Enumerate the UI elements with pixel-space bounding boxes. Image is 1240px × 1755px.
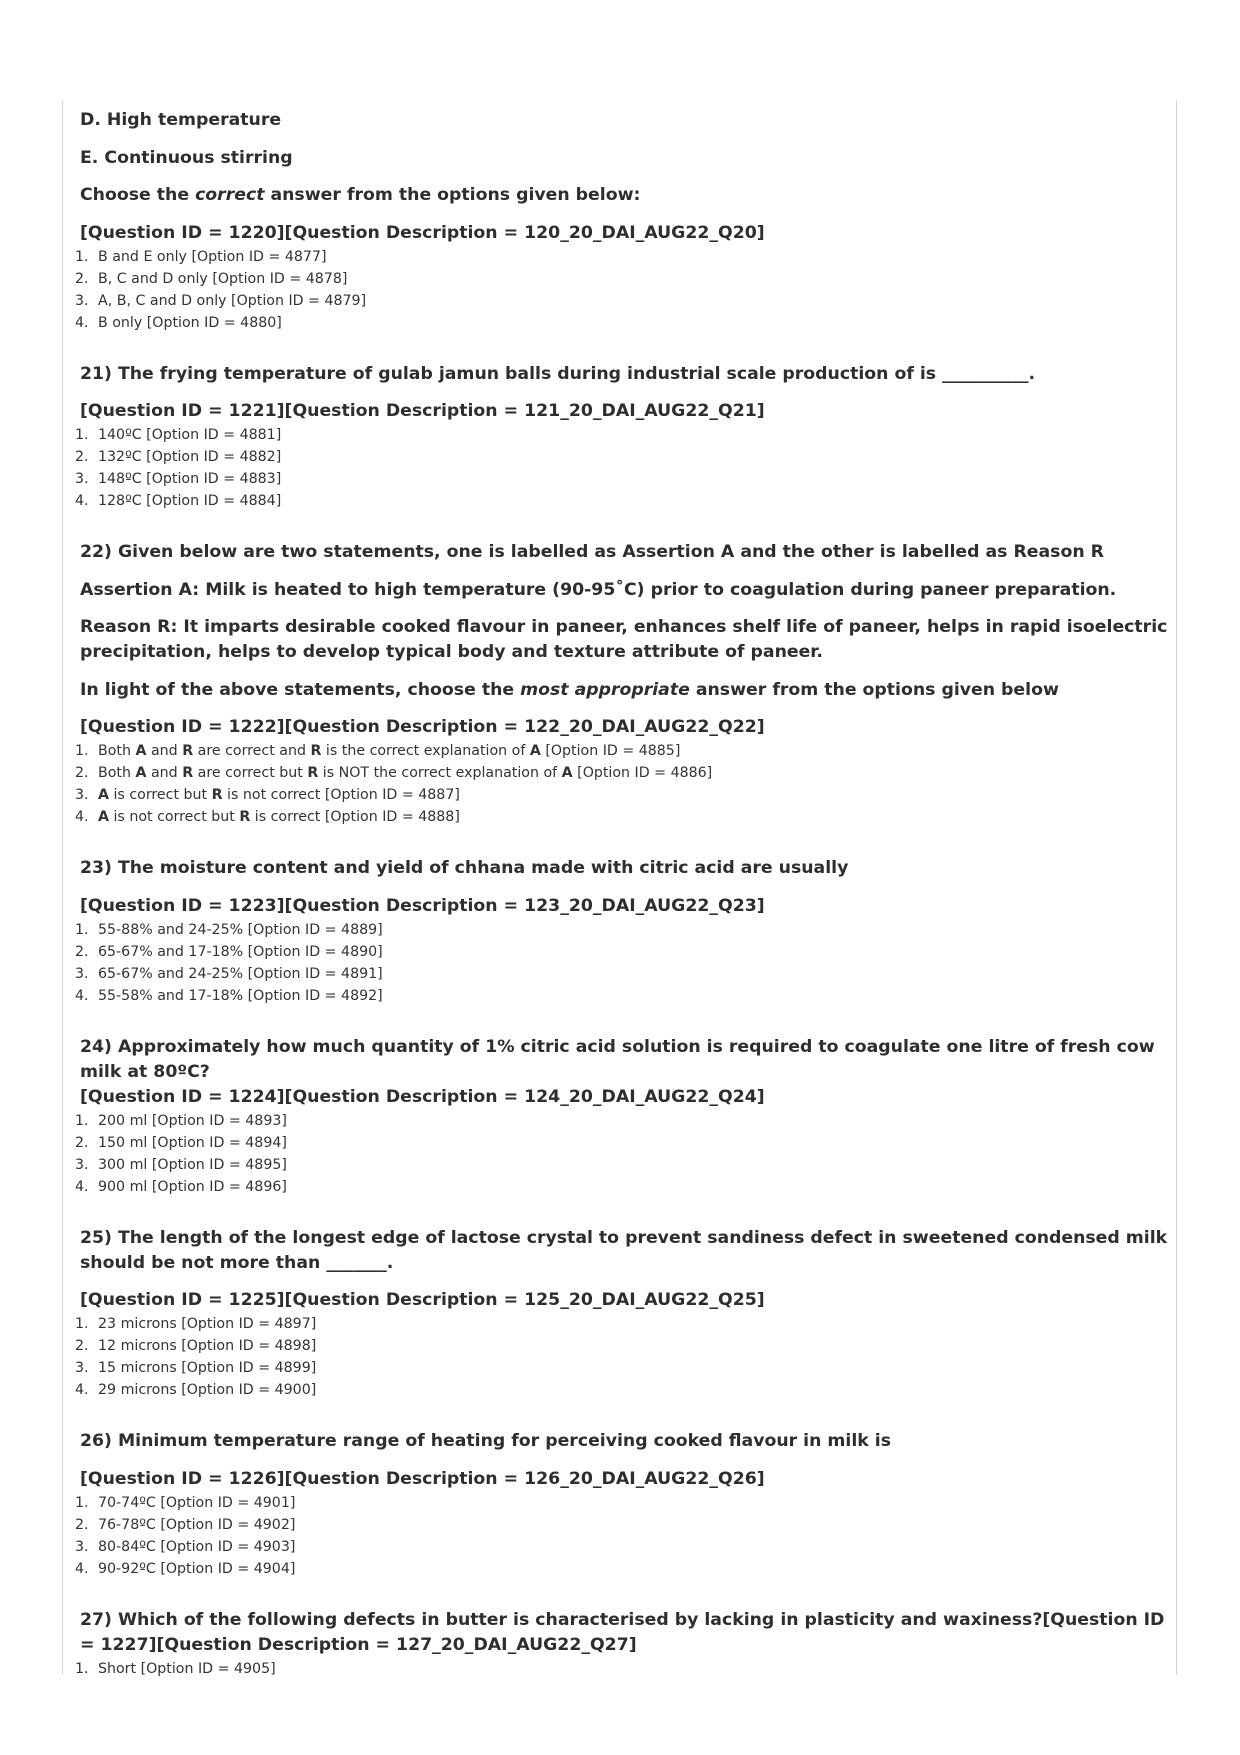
option-item: 2. B, C and D only [Option ID = 4878] (75, 270, 348, 287)
question-stem: 23) The moisture content and yield of chhana made with citric acid are usually (80, 858, 849, 878)
options-list (75, 740, 1165, 828)
option-item: 1. B and E only [Option ID = 4877] (75, 248, 327, 265)
question-id-line: [Question ID = 1222][Question Description = 122_20_DAI_AUG22_Q22] (80, 717, 765, 737)
option-item: 2. Both A and R are correct but R is NOT the correct explanation of A [Option ID = 4886] (75, 765, 713, 781)
options-list (75, 1658, 1165, 1680)
option-item: 1. Short [Option ID = 4905] (75, 1660, 276, 1677)
choose-instruction: Choose the correct answer from the options given below: (80, 185, 641, 205)
option-item: 2. 65-67% and 17-18% [Option ID = 4890] (75, 943, 383, 960)
question-21 (75, 362, 1170, 513)
question-25 (75, 1226, 1170, 1402)
options-list (75, 1313, 1165, 1401)
reason-text: Reason R: It imparts desirable cooked flavour in paneer, enhances shelf life of paneer, helps in rapid isoelectric precipitation, helps to develop typical body and texture attribute of paneer. (80, 617, 1168, 662)
assertion-text: Assertion A: Milk is heated to high temperature (90-95˚C) prior to coagulation during paneer preparation. (80, 579, 1117, 600)
question-id-line: [Question ID = 1225][Question Description = 125_20_DAI_AUG22_Q25] (80, 1290, 765, 1310)
option-item: 3. 15 microns [Option ID = 4899] (75, 1360, 317, 1376)
option-item: 1. 55-88% and 24-25% [Option ID = 4889] (75, 921, 383, 938)
option-item: 1. Both A and R are correct and R is the correct explanation of A [Option ID = 4885] (75, 743, 681, 759)
question-26 (75, 1429, 1170, 1580)
question-20-tail (75, 108, 1170, 334)
option-item: 4. 55-58% and 17-18% [Option ID = 4892] (75, 987, 383, 1004)
instruction-text: In light of the above statements, choose the most appropriate answer from the options given below (80, 679, 1059, 700)
option-item: 4. B only [Option ID = 4880] (75, 314, 282, 331)
option-item: 4. 29 microns [Option ID = 4900] (75, 1382, 317, 1398)
question-id-line: [Question ID = 1220][Question Description = 120_20_DAI_AUG22_Q20] (80, 222, 765, 243)
option-item: 1. 140ºC [Option ID = 4881] (75, 427, 282, 443)
option-item: 2. 12 microns [Option ID = 4898] (75, 1338, 317, 1354)
question-stem: 24) Approximately how much quantity of 1% citric acid solution is required to coagulate one litre of fresh cow milk at 80ºC? (80, 1036, 1155, 1082)
page-right-border (1176, 100, 1177, 1675)
options-list (75, 1110, 1165, 1198)
option-item: 4. 900 ml [Option ID = 4896] (75, 1178, 287, 1195)
option-item: 3. 148ºC [Option ID = 4883] (75, 471, 282, 487)
question-paper (75, 108, 1170, 1680)
option-item: 1. 70-74ºC [Option ID = 4901] (75, 1494, 296, 1511)
option-item: 1. 23 microns [Option ID = 4897] (75, 1316, 317, 1332)
statement-d: D. High temperature (80, 110, 282, 130)
option-item: 2. 150 ml [Option ID = 4894] (75, 1134, 287, 1151)
question-27 (75, 1608, 1170, 1680)
question-id-line: [Question ID = 1224][Question Description = 124_20_DAI_AUG22_Q24] (80, 1086, 765, 1107)
question-stem: 25) The length of the longest edge of lactose crystal to prevent sandiness defect in sweetened condensed milk should be not more than _______. (80, 1227, 1168, 1273)
option-item: 2. 132ºC [Option ID = 4882] (75, 449, 282, 465)
option-item: 3. 65-67% and 24-25% [Option ID = 4891] (75, 965, 383, 982)
option-item: 1. 200 ml [Option ID = 4893] (75, 1112, 287, 1129)
options-list (75, 246, 1165, 334)
page-left-border (62, 100, 63, 1675)
question-id-line: [Question ID = 1223][Question Description = 123_20_DAI_AUG22_Q23] (80, 895, 765, 916)
option-item: 4. 128ºC [Option ID = 4884] (75, 493, 282, 509)
question-stem: 21) The frying temperature of gulab jamun balls during industrial scale production of is __________. (80, 363, 1036, 384)
question-stem: 22) Given below are two statements, one is labelled as Assertion A and the other is labelled as Reason R (80, 542, 1104, 562)
question-24 (75, 1035, 1170, 1198)
question-23 (75, 856, 1170, 1007)
option-item: 3. A is correct but R is not correct [Option ID = 4887] (75, 787, 460, 803)
options-list (75, 919, 1165, 1007)
option-item: 3. A, B, C and D only [Option ID = 4879] (75, 292, 367, 309)
option-item: 4. A is not correct but R is correct [Option ID = 4888] (75, 809, 460, 825)
question-id-line: [Question ID = 1226][Question Description = 126_20_DAI_AUG22_Q26] (80, 1468, 765, 1489)
question-22 (75, 540, 1170, 828)
options-list (75, 1492, 1165, 1580)
question-stem: 26) Minimum temperature range of heating for perceiving cooked flavour in milk is (80, 1431, 891, 1451)
option-item: 2. 76-78ºC [Option ID = 4902] (75, 1516, 296, 1533)
question-id-line: [Question ID = 1221][Question Description = 121_20_DAI_AUG22_Q21] (80, 401, 765, 421)
question-stem: 27) Which of the following defects in butter is characterised by lacking in plasticity and waxiness?[Question ID = 1227][Question Description = 127_20_DAI_AUG22_Q27] (80, 1609, 1165, 1655)
option-item: 3. 300 ml [Option ID = 4895] (75, 1156, 287, 1173)
option-item: 3. 80-84ºC [Option ID = 4903] (75, 1538, 296, 1555)
statement-e: E. Continuous stirring (80, 147, 293, 168)
option-item: 4. 90-92ºC [Option ID = 4904] (75, 1560, 296, 1577)
options-list (75, 424, 1165, 512)
